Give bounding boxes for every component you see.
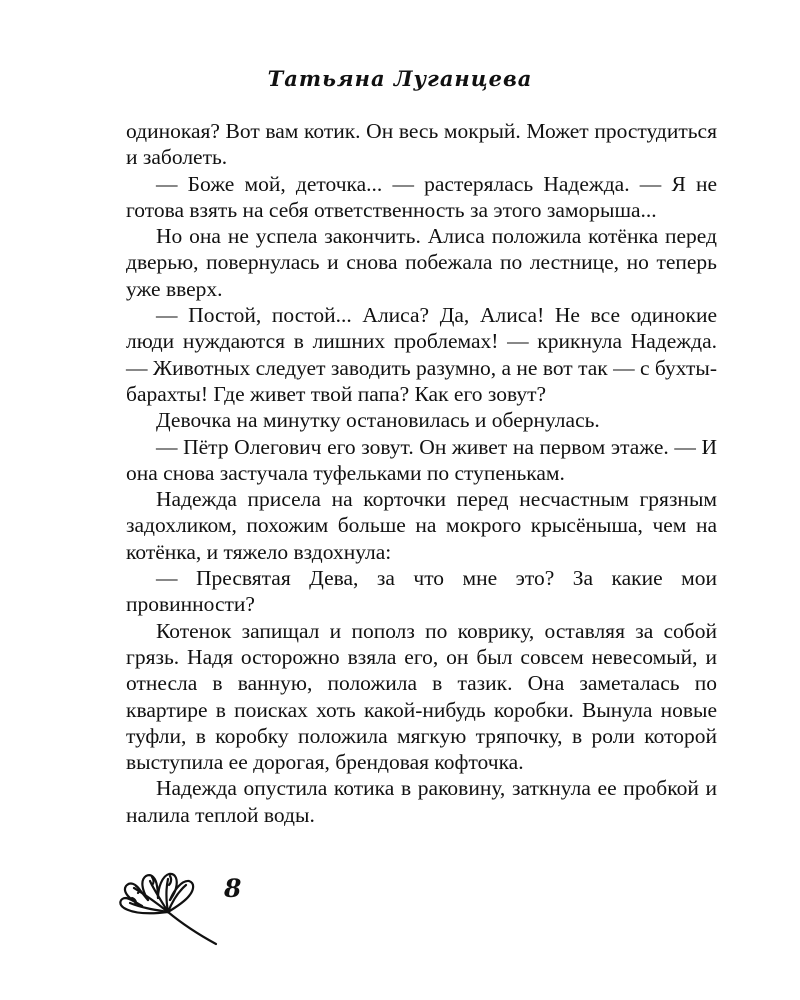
paragraph-8: — Пресвятая Дева, за что мне это? За какие мои провинности? xyxy=(126,566,717,617)
page-body-text xyxy=(126,118,717,828)
paragraph-2: — Боже мой, деточка... — растерялась Надежда. — Я не готова взять на себя ответственность за этого заморыша... xyxy=(126,171,717,222)
paragraph-3: Но она не успела закончить. Алиса положила котёнка перед дверью, повернулась и снова побежала по лестнице, но теперь уже вверх. xyxy=(126,224,717,301)
paragraph-5: Девочка на минутку остановилась и обернулась. xyxy=(156,408,600,433)
paragraph-6: — Пётр Олегович его зовут. Он живет на первом этаже. — И она снова застучала туфельками по ступенькам. xyxy=(126,434,717,485)
paragraph-1: одинокая? Вот вам котик. Он весь мокрый. Может простудиться и заболеть. xyxy=(126,119,717,170)
paragraph-9: Котенок запищал и пополз по коврику, оставляя за собой грязь. Надя осторожно взяла его, он был совсем невесомый, и отнесла в ванную, положила в тазик. Она заметалась по квартире в поисках хоть какой-нибудь коробки. Вынула новые туфли, в коробку положила мягкую тряпочку, в роли которой выступила ее дорогая, брендовая кофточка. xyxy=(126,618,717,775)
paragraph-7: Надежда присела на корточки перед несчастным грязным задохликом, похожим больше на мокрого крысёныша, чем на котёнка, и тяжело вздохнула: xyxy=(126,487,717,564)
paragraph-10: Надежда опустила котика в раковину, заткнула ее пробкой и налила теплой воды. xyxy=(126,776,717,827)
paragraph-4: — Постой, постой... Алиса? Да, Алиса! Не все одинокие люди нуждаются в лишних проблемах! — крикнула Надежда. — Животных следует заводить разумно, а не вот так — с бухты-барахты! Где живет твой папа? Как его зовут? xyxy=(126,303,717,406)
folio xyxy=(112,868,262,948)
page-number: 8 xyxy=(224,874,242,903)
ginkgo-leaf-icon xyxy=(112,868,222,948)
running-header: Татьяна Луганцева xyxy=(267,66,533,91)
